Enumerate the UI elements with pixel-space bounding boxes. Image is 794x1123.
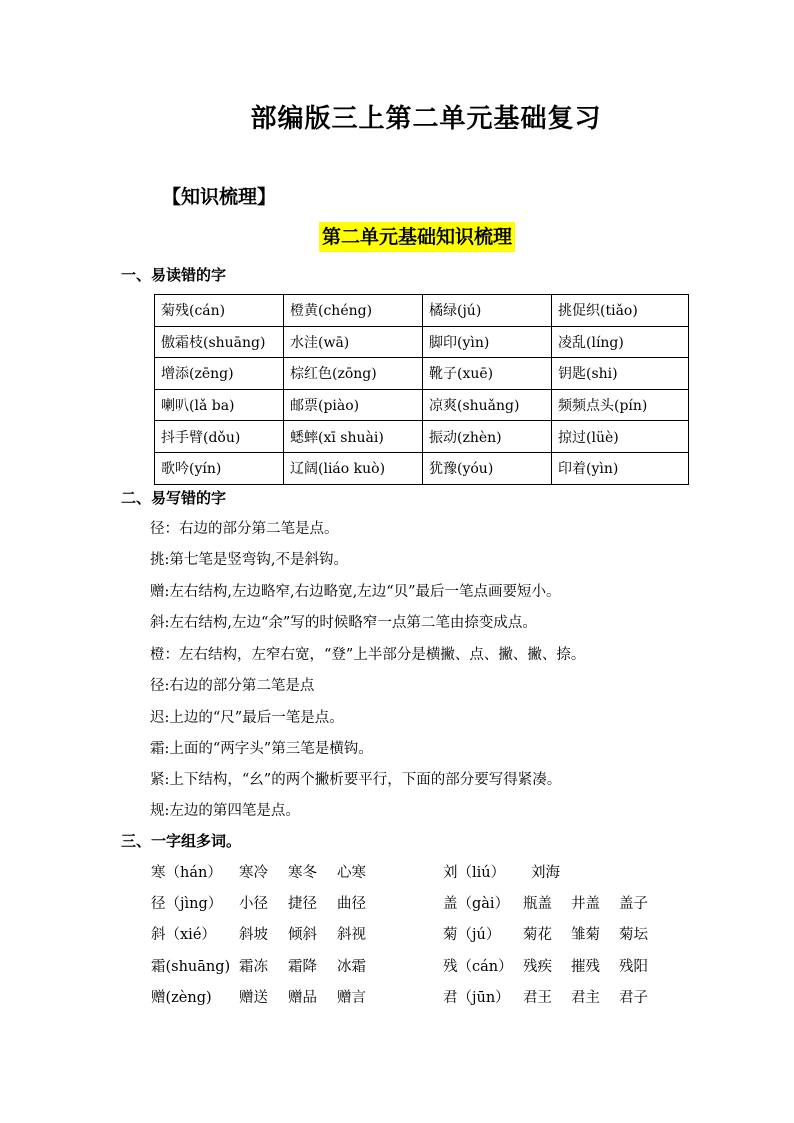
group-word: 菊坛 (619, 927, 648, 943)
group-word: 寒冬 (288, 865, 317, 881)
highlight-wrapper (0, 222, 794, 252)
table-cell: 靴子(xuē) (423, 358, 552, 390)
table-row (155, 421, 689, 453)
group-word: 君王 (523, 990, 552, 1006)
group-word: 赠言 (337, 990, 366, 1006)
table-row (155, 452, 689, 484)
group-word: 瓶盖 (523, 896, 552, 912)
group-word: 君主 (571, 990, 600, 1006)
table-row (155, 358, 689, 390)
table-cell: 水洼(wā) (284, 326, 423, 358)
section-3-title: 三、一字组多词。 (121, 832, 242, 850)
group-word: 霜降 (288, 959, 317, 975)
group-word: 雏菊 (571, 927, 600, 943)
table-cell: 频频点头(pín) (552, 389, 689, 421)
writing-note: 径：右边的部分第二笔是点。 (150, 521, 339, 537)
group-word: 摧残 (571, 959, 600, 975)
group-word: 小径 (239, 896, 268, 912)
group-char: 霜(shuāng) (151, 959, 231, 975)
group-word: 斜视 (337, 927, 366, 943)
writing-note: 紧:上下结构，“幺”的两个撇析要平行，下面的部分要写得紧凑。 (150, 772, 562, 788)
table-cell: 辽阔(liáo kuò) (284, 452, 423, 484)
writing-note: 橙：左右结构，左窄右宽，“登”上半部分是横撇、点、撇、撇、捺。 (150, 647, 586, 663)
group-word: 赠品 (288, 990, 317, 1006)
group-word: 曲径 (337, 896, 366, 912)
table-cell: 凌乱(líng) (552, 326, 689, 358)
writing-note: 霜:上面的“两字头”第三笔是横钩。 (150, 741, 373, 757)
table-cell: 脚印(yìn) (423, 326, 552, 358)
group-word: 君子 (619, 990, 648, 1006)
table-cell: 增添(zēng) (155, 358, 284, 390)
highlight-title: 第二单元基础知识梳理 (319, 222, 515, 252)
table-cell: 喇叭(lǎ ba) (155, 389, 284, 421)
writing-note: 挑:第七笔是竖弯钩,不是斜钩。 (150, 552, 348, 568)
group-word: 霜冻 (239, 959, 268, 975)
table-cell: 橘绿(jú) (423, 295, 552, 327)
table-cell: 菊残(cán) (155, 295, 284, 327)
table-cell: 凉爽(shuǎng) (423, 389, 552, 421)
group-char: 刘（liú） (443, 865, 506, 881)
writing-note: 赠:左右结构,左边略窄,右边略宽,左边“贝”最后一笔点画要短小。 (150, 584, 561, 600)
table-cell: 歌吟(yín) (155, 452, 284, 484)
group-word: 寒冷 (239, 865, 268, 881)
section-1-title: 一、易读错的字 (121, 266, 227, 284)
group-word: 残疾 (523, 959, 552, 975)
writing-note: 迟:上边的“尺”最后一笔是点。 (150, 710, 344, 726)
group-char: 寒（hán） (151, 865, 222, 881)
table-cell: 印着(yìn) (552, 452, 689, 484)
table-cell: 棕红色(zōng) (284, 358, 423, 390)
section-label: 【知识梳理】 (162, 186, 277, 208)
group-word: 刘海 (531, 865, 560, 881)
group-char: 斜（xié） (151, 927, 216, 943)
writing-note: 径:右边的部分第二笔是点 (150, 678, 315, 694)
group-word: 心寒 (337, 865, 366, 881)
table-cell: 邮票(piào) (284, 389, 423, 421)
table-cell: 抖手臂(dǒu) (155, 421, 284, 453)
group-char: 赠(zèng) (151, 990, 212, 1006)
group-word: 斜坡 (239, 927, 268, 943)
table-cell: 钥匙(shi) (552, 358, 689, 390)
group-char: 径（jìng） (151, 896, 223, 912)
table-cell: 挑促织(tiǎo) (552, 295, 689, 327)
table-cell: 掠过(lüè) (552, 421, 689, 453)
group-word: 捷径 (288, 896, 317, 912)
group-char: 君（jūn） (443, 990, 510, 1006)
group-word: 冰霜 (337, 959, 366, 975)
table-row (155, 326, 689, 358)
table-cell: 犹豫(yóu) (423, 452, 552, 484)
table-row (155, 389, 689, 421)
group-char: 残（cán） (443, 959, 513, 975)
group-word: 残阳 (619, 959, 648, 975)
writing-note: 规:左边的第四笔是点。 (150, 803, 300, 819)
group-word: 赠送 (239, 990, 268, 1006)
table-cell: 橙黄(chéng) (284, 295, 423, 327)
group-word: 菊花 (523, 927, 552, 943)
table-cell: 振动(zhèn) (423, 421, 552, 453)
writing-note: 斜:左右结构,左边“余”写的时候略窄一点第二笔由捺变成点。 (150, 615, 537, 631)
page-title: 部编版三上第二单元基础复习 (250, 104, 602, 134)
table-cell: 蟋蟀(xī shuài) (284, 421, 423, 453)
table-cell: 傲霜枝(shuāng) (155, 326, 284, 358)
group-word: 井盖 (571, 896, 600, 912)
group-char: 菊（jú） (443, 927, 501, 943)
reading-table (154, 294, 689, 485)
group-char: 盖（gài） (443, 896, 510, 912)
table-row (155, 295, 689, 327)
group-word: 盖子 (619, 896, 648, 912)
section-2-title: 二、易写错的字 (121, 489, 227, 507)
group-word: 倾斜 (288, 927, 317, 943)
